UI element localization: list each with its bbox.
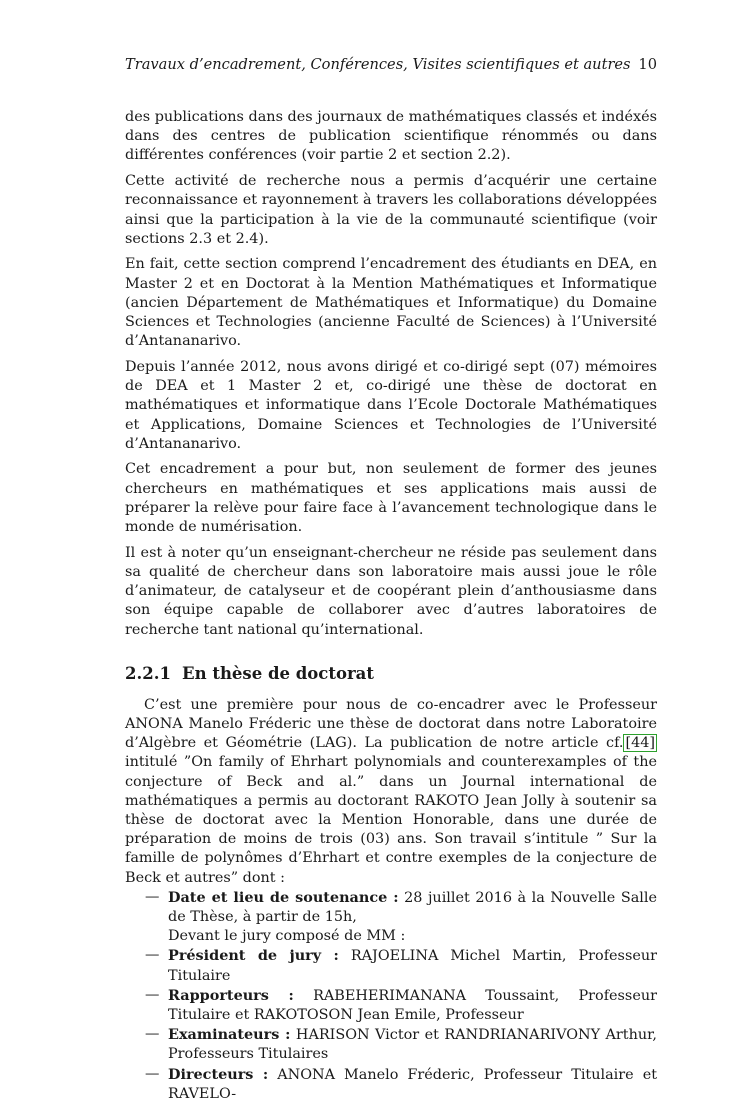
item-label: Date et lieu de soutenance :: [168, 888, 399, 906]
body-text: [125, 108, 657, 1104]
list-item: [125, 1025, 657, 1064]
section-number: 2.2.1: [125, 663, 171, 683]
item-label: Examinateurs :: [168, 1026, 291, 1044]
citation-link[interactable]: [44]: [625, 735, 655, 752]
item-text: HARISON Victor et RANDRIANARIVONY Arthur, Professeurs Titulaires: [168, 1027, 658, 1063]
item-label: Président de jury :: [168, 947, 339, 965]
intro-text-before: C’est une première pour nous de co-encadrer avec le Professeur ANONA Manelo Fréderic une thèse de doctorat dans notre Laboratoire d’Algèbre et Géométrie (LAG). La publication de notre article cf.: [125, 696, 657, 752]
paragraph: Cet encadrement a pour but, non seulement de former des jeunes chercheurs en mathématiques et ses applications mais aussi de préparer la relève pour faire face à l’avancement technologique dans le monde de numérisation.: [125, 461, 657, 536]
paragraph: Depuis l’année 2012, nous avons dirigé et co-dirigé sept (07) mémoires de DEA et 1 Master 2 et, co-dirigé une thèse de doctorat en mathématiques et informatique dans l’Ecole Doctorale Mathématiques et Applications, Domaine Sciences et Technologies de l’Université d’Antananarivo.: [125, 358, 657, 452]
jury-list: [125, 888, 657, 1104]
intro-text-after: intitulé ”On family of Ehrhart polynomials and counterexamples of the conjecture of Beck and al.” dans un Journal international de mathématiques a permis au doctorant RAKOTO Jean Jolly à soutenir sa thèse de doctorat avec la Mention Honorable, dans une durée de préparation de moins de trois (03) ans. Son travail s’intitule ” Sur la famille de polynômes d’Ehrhart et contre exemples de la conjecture de Beck et autres” dont :: [125, 754, 657, 886]
paragraph: Cette activité de recherche nous a permis d’acquérir une certaine reconnaissance et rayonnement à travers les collaborations développées ainsi que la participation à la vie de la communauté scientifique (voir sections 2.3 et 2.4).: [125, 173, 657, 247]
dash-bullet: —: [145, 986, 160, 1003]
running-title: Travaux d’encadrement, Conférences, Visites scientifiques et autres: [125, 56, 631, 73]
item-label: Rapporteurs :: [168, 986, 294, 1004]
section-title: En thèse de doctorat: [182, 663, 374, 683]
dash-bullet: —: [145, 947, 160, 964]
dash-bullet: —: [145, 1065, 160, 1082]
list-item: [125, 888, 657, 947]
paragraph: Il est à noter qu’un enseignant-chercheur ne réside pas seulement dans sa qualité de chercheur dans son laboratoire mais aussi joue le rôle d’animateur, de catalyseur et de coopérant plein d’anthousiasme dans son équipe capable de collaborer avec d’autres laboratoires de recherche tant national qu’international.: [125, 544, 657, 638]
paragraph: En fait, cette section comprend l’encadrement des étudiants en DEA, en Master 2 et en Doctorat à la Mention Mathématiques et Informatique (ancien Département de Mathématiques et Informatique) du Domaine Sciences et Technologies (ancienne Faculté de Sciences) à l’Université d’Antananarivo.: [125, 256, 657, 350]
dash-bullet: —: [145, 1026, 160, 1043]
item-extra: Devant le jury composé de MM :: [168, 928, 406, 945]
list-item: [125, 946, 657, 985]
item-text: RAJOELINA Michel Martin, Professeur Titulaire: [168, 948, 657, 984]
list-item: [125, 1065, 657, 1104]
list-item: [125, 986, 657, 1025]
section-heading: [125, 664, 657, 684]
paragraph: des publications dans des journaux de mathématiques classés et indéxés dans des centres de publication scientifique rénommés ou dans différentes conférences (voir partie 2 et section 2.2).: [125, 109, 657, 164]
item-text: 28 juillet 2016 à la Nouvelle Salle de Thèse, à partir de 15h,: [168, 889, 657, 926]
intro-paragraph: [125, 696, 657, 888]
page-number: 10: [638, 56, 657, 73]
running-header: [125, 55, 657, 75]
item-text: ANONA Manelo Fréderic, Professeur Titulaire et RAVELO-: [168, 1066, 657, 1102]
item-label: Directeurs :: [168, 1065, 269, 1083]
item-text: RABEHERIMANANA Toussaint, Professeur Titulaire et RAKOTOSON Jean Emile, Professeur: [168, 987, 657, 1024]
dash-bullet: —: [145, 888, 160, 905]
